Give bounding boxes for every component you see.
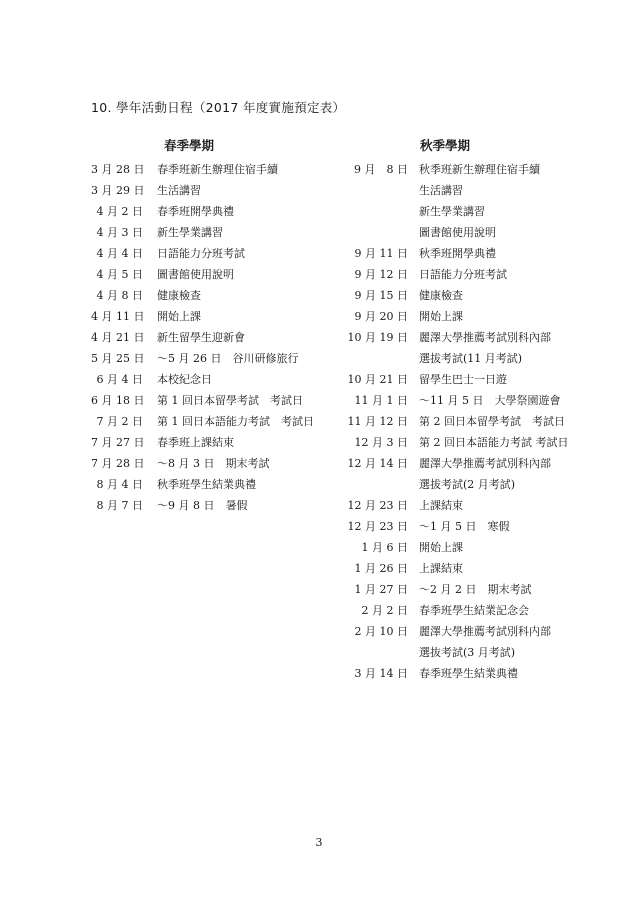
autumn-schedule-row	[336, 158, 569, 179]
schedule-event: 健康檢查	[419, 288, 463, 302]
spring-schedule-row	[91, 368, 314, 389]
autumn-schedule-row	[336, 620, 569, 641]
schedule-date: 8 月 7 日	[96, 498, 143, 512]
autumn-schedule-row	[336, 326, 569, 347]
schedule-event: 開始上課	[419, 309, 463, 323]
schedule-date: 4 月 2 日	[96, 204, 143, 218]
schedule-date: 5 月 25 日	[91, 351, 145, 365]
schedule-date: 9 月 11 日	[354, 246, 408, 260]
schedule-event: 秋季班新生辦理住宿手續	[419, 162, 540, 176]
autumn-schedule-row	[336, 221, 569, 242]
schedule-event: 第 1 回日本留學考試 考試日	[157, 393, 303, 407]
schedule-date: 9 月 15 日	[354, 288, 408, 302]
schedule-date: 8 月 4 日	[96, 477, 143, 491]
schedule-date: 2 月 10 日	[354, 624, 408, 638]
spring-schedule-row	[91, 221, 314, 242]
schedule-date: 4 月 11 日	[91, 309, 145, 323]
schedule-date: 10 月 21 日	[347, 372, 408, 386]
schedule-date: 12 月 14 日	[347, 456, 408, 470]
schedule-event: 春季班新生辦理住宿手續	[157, 162, 278, 176]
schedule-event: 日語能力分班考試	[157, 246, 245, 260]
section-heading: 10. 學年活動日程（2017 年度實施預定表）	[91, 100, 346, 115]
spring-schedule-row	[91, 410, 314, 431]
schedule-event: 圖書館使用說明	[157, 267, 234, 281]
schedule-date: 4 月 3 日	[96, 225, 143, 239]
spring-schedule-row	[91, 263, 314, 284]
schedule-event: 春季班開學典禮	[157, 204, 234, 218]
schedule-event: 秋季班學生結業典禮	[157, 477, 256, 491]
autumn-schedule-row	[336, 431, 569, 452]
schedule-date: 6 月 4 日	[96, 372, 143, 386]
schedule-date: 4 月 21 日	[91, 330, 145, 344]
schedule-date: 9 月 8 日	[354, 162, 408, 176]
autumn-schedule-row	[336, 662, 569, 683]
autumn-schedule-row	[336, 389, 569, 410]
schedule-event: 健康檢查	[157, 288, 201, 302]
schedule-event: 本校紀念日	[157, 372, 212, 386]
schedule-event: 春季班學生結業典禮	[419, 666, 518, 680]
schedule-event: 秋季班開學典禮	[419, 246, 496, 260]
schedule-event: 上課結束	[419, 561, 463, 575]
spring-schedule-row	[91, 179, 314, 200]
autumn-schedule-row	[336, 305, 569, 326]
spring-schedule-row	[91, 347, 314, 368]
schedule-event: ～2 月 2 日 期末考試	[419, 582, 532, 596]
spring-schedule-row	[91, 431, 314, 452]
schedule-event: ～5 月 26 日 谷川研修旅行	[157, 351, 299, 365]
schedule-event: 生活講習	[157, 183, 201, 197]
schedule-date: 6 月 18 日	[91, 393, 145, 407]
schedule-event: 第 2 回日本語能力考試 考試日	[419, 435, 569, 449]
schedule-event: 新生留學生迎新會	[157, 330, 245, 344]
autumn-schedule-row	[336, 263, 569, 284]
autumn-schedule-row	[336, 578, 569, 599]
spring-semester-header: 春季學期	[164, 138, 215, 153]
autumn-semester-header: 秋季學期	[420, 138, 471, 153]
schedule-date: 11 月 12 日	[347, 414, 408, 428]
schedule-event: 上課結束	[419, 498, 463, 512]
schedule-event: 開始上課	[419, 540, 463, 554]
autumn-schedule-row	[336, 536, 569, 557]
autumn-schedule-row	[336, 242, 569, 263]
schedule-date: 1 月 27 日	[354, 582, 408, 596]
autumn-schedule-row	[336, 179, 569, 200]
schedule-date: 4 月 5 日	[96, 267, 143, 281]
schedule-date: 3 月 28 日	[91, 162, 145, 176]
schedule-date: 1 月 6 日	[361, 540, 408, 554]
autumn-schedule-row	[336, 515, 569, 536]
autumn-schedule-row	[336, 599, 569, 620]
schedule-event: 圖書館使用說明	[419, 225, 496, 239]
schedule-date: 1 月 26 日	[354, 561, 408, 575]
spring-schedule-row	[91, 473, 314, 494]
spring-schedule-row	[91, 284, 314, 305]
schedule-event: 新生學業講習	[419, 204, 485, 218]
schedule-date: 9 月 12 日	[354, 267, 408, 281]
schedule-event: 選拔考試(11 月考試)	[419, 351, 523, 365]
schedule-event: 第 1 回日本語能力考試 考試日	[157, 414, 314, 428]
schedule-date: 10 月 19 日	[347, 330, 408, 344]
schedule-event: 春季班學生結業記念会	[419, 603, 529, 617]
schedule-event: ～11 月 5 日 大學祭園遊會	[419, 393, 561, 407]
schedule-date: 12 月 23 日	[347, 519, 408, 533]
schedule-event: 留學生巴士一日遊	[419, 372, 507, 386]
schedule-date: 11 月 1 日	[354, 393, 408, 407]
schedule-date: 12 月 23 日	[347, 498, 408, 512]
spring-schedule-row	[91, 158, 314, 179]
spring-schedule-row	[91, 242, 314, 263]
spring-schedule-row	[91, 494, 314, 515]
autumn-schedule-row	[336, 473, 569, 494]
schedule-date: 12 月 3 日	[354, 435, 408, 449]
schedule-event: ～9 月 8 日 暑假	[157, 498, 248, 512]
autumn-schedule-row	[336, 347, 569, 368]
autumn-schedule-row	[336, 410, 569, 431]
autumn-schedule-row	[336, 557, 569, 578]
schedule-event: 第 2 回日本留學考試 考試日	[419, 414, 565, 428]
schedule-event: 生活講習	[419, 183, 463, 197]
spring-schedule-row	[91, 389, 314, 410]
schedule-date: 3 月 14 日	[354, 666, 408, 680]
schedule-event: ～1 月 5 日 寒假	[419, 519, 510, 533]
spring-schedule-row	[91, 326, 314, 347]
schedule-date: 7 月 27 日	[91, 435, 145, 449]
schedule-event: 新生學業講習	[157, 225, 223, 239]
schedule-date: 7 月 2 日	[96, 414, 143, 428]
spring-schedule-row	[91, 200, 314, 221]
autumn-schedule-row	[336, 452, 569, 473]
schedule-event: 春季班上課結束	[157, 435, 234, 449]
spring-schedule-row	[91, 305, 314, 326]
schedule-event: 選拔考試(2 月考試)	[419, 477, 516, 491]
autumn-schedule-row	[336, 368, 569, 389]
schedule-date: 7 月 28 日	[91, 456, 145, 470]
autumn-schedule-list	[336, 158, 569, 683]
schedule-event: 開始上課	[157, 309, 201, 323]
autumn-schedule-row	[336, 641, 569, 662]
schedule-event: 麗澤大學推薦考試別科內部	[419, 330, 551, 344]
autumn-schedule-row	[336, 200, 569, 221]
schedule-event: 選抜考試(3 月考試)	[419, 645, 516, 659]
autumn-schedule-row	[336, 284, 569, 305]
spring-schedule-row	[91, 452, 314, 473]
schedule-event: 日語能力分班考試	[419, 267, 507, 281]
schedule-event: ～8 月 3 日 期末考試	[157, 456, 270, 470]
schedule-event: 麗澤大學推薦考試別科内部	[419, 624, 551, 638]
schedule-date: 9 月 20 日	[354, 309, 408, 323]
schedule-date: 4 月 8 日	[96, 288, 143, 302]
page-number: 3	[315, 836, 323, 849]
schedule-date: 4 月 4 日	[96, 246, 143, 260]
schedule-event: 麗澤大學推薦考試別科內部	[419, 456, 551, 470]
schedule-date: 3 月 29 日	[91, 183, 145, 197]
spring-schedule-list	[91, 158, 314, 515]
autumn-schedule-row	[336, 494, 569, 515]
schedule-date: 2 月 2 日	[361, 603, 408, 617]
